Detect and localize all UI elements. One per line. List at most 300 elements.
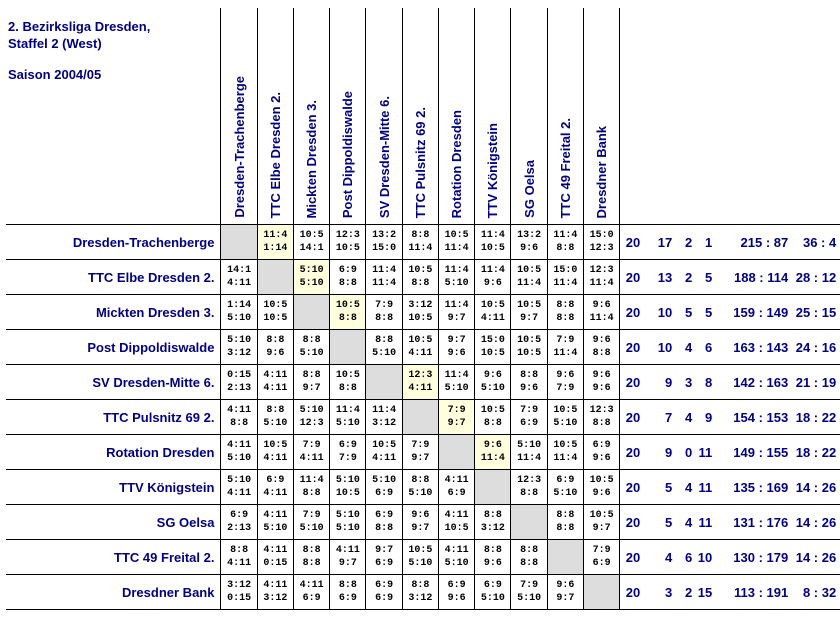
- away-result: 0:15: [227, 593, 252, 604]
- result-cell: [221, 575, 257, 610]
- games-ratio: 142 : 163: [733, 374, 789, 390]
- away-result: 8:8: [520, 488, 539, 499]
- points: 28 : 12: [795, 269, 837, 285]
- home-result: 9:6: [592, 370, 611, 381]
- away-result: 12:3: [299, 418, 324, 429]
- column-header-label: TTC Pulsnitz 69 2.: [412, 106, 428, 218]
- away-result: 5:10: [553, 418, 578, 429]
- draws: 4: [684, 409, 693, 425]
- games-played: 20: [625, 339, 641, 355]
- self-cell: [583, 575, 619, 610]
- draws: 4: [684, 339, 693, 355]
- games-ratio: 135 : 169: [733, 479, 789, 495]
- result-cell: [330, 435, 366, 470]
- result-cell: [293, 400, 329, 435]
- games-played: 20: [625, 269, 641, 285]
- away-result: 1:14: [263, 243, 288, 254]
- points: 36 : 4: [802, 234, 837, 250]
- column-header: [475, 8, 511, 225]
- away-result: 15:0: [372, 243, 397, 254]
- away-result: 4:11: [263, 453, 288, 464]
- self-cell: [293, 295, 329, 330]
- home-result: 8:8: [520, 545, 539, 556]
- away-result: 9:6: [592, 383, 611, 394]
- away-result: 3:12: [480, 523, 505, 534]
- column-header: [547, 8, 583, 225]
- home-result: 3:12: [408, 300, 433, 311]
- result-cell: [511, 295, 547, 330]
- result-cell: [583, 260, 619, 295]
- column-header-label: Mickten Dresden 3.: [304, 99, 320, 218]
- self-cell: [511, 505, 547, 540]
- home-result: 10:5: [553, 440, 578, 451]
- home-result: 3:12: [227, 580, 252, 591]
- home-result: 9:6: [556, 580, 575, 591]
- result-cell: [583, 295, 619, 330]
- away-result: 4:11: [227, 488, 252, 499]
- home-result: 8:8: [338, 580, 357, 591]
- home-result: 10:5: [517, 300, 542, 311]
- away-result: 10:5: [263, 313, 288, 324]
- away-result: 5:10: [227, 313, 252, 324]
- home-result: 6:9: [266, 475, 285, 486]
- wins: 13: [657, 269, 673, 285]
- result-cell: [402, 260, 438, 295]
- home-result: 7:9: [520, 405, 539, 416]
- result-cell: [547, 400, 583, 435]
- home-result: 10:5: [589, 475, 614, 486]
- wins: 4: [664, 549, 673, 565]
- table-row: [6, 540, 840, 575]
- team-name: TTV Königstein: [6, 470, 221, 505]
- away-result: 10:5: [480, 348, 505, 359]
- table-row: [6, 400, 840, 435]
- self-cell: [366, 365, 402, 400]
- away-result: 10:5: [444, 523, 469, 534]
- result-cell: [583, 330, 619, 365]
- home-result: 8:8: [411, 230, 430, 241]
- result-cell: [583, 435, 619, 470]
- away-result: 8:8: [592, 348, 611, 359]
- result-cell: [366, 330, 402, 365]
- away-result: 5:10: [553, 488, 578, 499]
- column-header-label: TTV Königstein: [485, 122, 501, 218]
- result-cell: [511, 400, 547, 435]
- home-result: 4:11: [444, 510, 469, 521]
- column-header: [438, 8, 474, 225]
- away-result: 11:4: [517, 453, 542, 464]
- team-name: TTC 49 Freital 2.: [6, 540, 221, 575]
- home-result: 4:11: [335, 545, 360, 556]
- table-row: [6, 225, 840, 260]
- home-result: 11:4: [480, 230, 505, 241]
- away-result: 5:10: [408, 488, 433, 499]
- games-ratio: 163 : 143: [733, 339, 789, 355]
- column-header: [257, 8, 293, 225]
- games-ratio: 159 : 149: [733, 304, 789, 320]
- team-stats: [620, 470, 840, 505]
- result-cell: [438, 400, 474, 435]
- result-cell: [330, 400, 366, 435]
- away-result: 6:9: [302, 593, 321, 604]
- home-result: 6:9: [556, 475, 575, 486]
- wins: 7: [664, 409, 673, 425]
- result-cell: [438, 505, 474, 540]
- away-result: 4:11: [227, 278, 252, 289]
- home-result: 8:8: [302, 335, 321, 346]
- result-cell: [475, 435, 511, 470]
- result-cell: [511, 470, 547, 505]
- away-result: 9:7: [520, 313, 539, 324]
- points: 24 : 16: [795, 339, 837, 355]
- table-row: [6, 260, 840, 295]
- home-result: 4:11: [444, 545, 469, 556]
- home-result: 8:8: [520, 370, 539, 381]
- home-result: 9:6: [483, 440, 502, 451]
- games-ratio: 215 : 87: [740, 234, 789, 250]
- home-result: 12:3: [335, 230, 360, 241]
- away-result: 5:10: [444, 383, 469, 394]
- result-cell: [402, 295, 438, 330]
- draws: 5: [684, 304, 693, 320]
- away-result: 8:8: [375, 313, 394, 324]
- result-cell: [330, 365, 366, 400]
- draws: 4: [684, 514, 693, 530]
- home-result: 5:10: [227, 475, 252, 486]
- wins: 5: [664, 479, 673, 495]
- away-result: 11:4: [444, 243, 469, 254]
- self-cell: [438, 435, 474, 470]
- result-cell: [221, 330, 257, 365]
- home-result: 4:11: [299, 580, 324, 591]
- home-result: 8:8: [411, 475, 430, 486]
- home-result: 8:8: [302, 370, 321, 381]
- away-result: 9:6: [266, 348, 285, 359]
- away-result: 11:4: [372, 278, 397, 289]
- away-result: 9:7: [592, 523, 611, 534]
- away-result: 9:6: [520, 383, 539, 394]
- result-cell: [475, 365, 511, 400]
- result-cell: [257, 225, 293, 260]
- points: 18 : 22: [795, 444, 837, 460]
- games-played: 20: [625, 549, 641, 565]
- team-stats: [620, 575, 840, 610]
- away-result: 8:8: [338, 313, 357, 324]
- home-result: 6:9: [483, 580, 502, 591]
- away-result: 8:8: [338, 383, 357, 394]
- table-row: [6, 505, 840, 540]
- away-result: 9:6: [592, 453, 611, 464]
- away-result: 14:1: [299, 243, 324, 254]
- away-result: 6:9: [338, 593, 357, 604]
- away-result: 8:8: [302, 488, 321, 499]
- away-result: 11:4: [517, 278, 542, 289]
- away-result: 5:10: [227, 453, 252, 464]
- away-result: 9:7: [556, 593, 575, 604]
- home-result: 5:10: [299, 265, 324, 276]
- result-cell: [402, 505, 438, 540]
- away-result: 5:10: [372, 348, 397, 359]
- result-cell: [221, 295, 257, 330]
- result-cell: [438, 295, 474, 330]
- away-result: 2:13: [227, 523, 252, 534]
- away-result: 6:9: [375, 593, 394, 604]
- losses: 5: [704, 269, 713, 285]
- stats-header: [620, 8, 840, 225]
- home-result: 10:5: [480, 405, 505, 416]
- result-cell: [330, 575, 366, 610]
- away-result: 9:6: [483, 278, 502, 289]
- home-result: 6:9: [375, 580, 394, 591]
- home-result: 5:10: [299, 405, 324, 416]
- result-cell: [547, 435, 583, 470]
- team-stats: [620, 260, 840, 295]
- result-cell: [511, 435, 547, 470]
- away-result: 4:11: [480, 313, 505, 324]
- team-name: SV Dresden-Mitte 6.: [6, 365, 221, 400]
- home-result: 9:6: [483, 370, 502, 381]
- home-result: 6:9: [338, 265, 357, 276]
- away-result: 9:7: [447, 418, 466, 429]
- home-result: 8:8: [266, 405, 285, 416]
- away-result: 2:13: [227, 383, 252, 394]
- games-played: 20: [625, 374, 641, 390]
- away-result: 6:9: [592, 558, 611, 569]
- points: 18 : 22: [795, 409, 837, 425]
- away-result: 9:6: [447, 348, 466, 359]
- home-result: 5:10: [227, 335, 252, 346]
- away-result: 8:8: [483, 418, 502, 429]
- home-result: 6:9: [338, 440, 357, 451]
- column-header: [293, 8, 329, 225]
- home-result: 8:8: [556, 510, 575, 521]
- column-header-label: SG Oelsa: [521, 160, 537, 218]
- home-result: 12:3: [517, 475, 542, 486]
- crosstable: [6, 8, 840, 610]
- home-result: 8:8: [266, 335, 285, 346]
- home-result: 7:9: [520, 580, 539, 591]
- result-cell: [257, 575, 293, 610]
- result-cell: [366, 575, 402, 610]
- team-stats: [620, 365, 840, 400]
- team-stats: [620, 435, 840, 470]
- away-result: 8:8: [375, 523, 394, 534]
- away-result: 5:10: [480, 593, 505, 604]
- away-result: 8:8: [556, 313, 575, 324]
- away-result: 10:5: [408, 313, 433, 324]
- result-cell: [438, 540, 474, 575]
- home-result: 7:9: [302, 440, 321, 451]
- result-cell: [330, 260, 366, 295]
- season-label: Saison 2004/05: [8, 67, 102, 82]
- result-cell: [366, 260, 402, 295]
- games-ratio: 154 : 153: [733, 409, 789, 425]
- result-cell: [475, 505, 511, 540]
- column-header-label: Dresdner Bank: [594, 125, 610, 218]
- result-cell: [257, 470, 293, 505]
- column-header-label: Dresden-Trachenberge: [231, 76, 247, 218]
- games-played: 20: [625, 304, 641, 320]
- home-result: 7:9: [592, 545, 611, 556]
- games-played: 20: [625, 444, 641, 460]
- away-result: 9:6: [592, 488, 611, 499]
- home-result: 8:8: [375, 335, 394, 346]
- league-title: 2. Bezirksliga Dresden,: [8, 19, 151, 34]
- column-header: [511, 8, 547, 225]
- result-cell: [438, 225, 474, 260]
- away-result: 11:4: [589, 278, 614, 289]
- away-result: 5:10: [263, 418, 288, 429]
- result-cell: [511, 260, 547, 295]
- result-cell: [257, 505, 293, 540]
- result-cell: [293, 540, 329, 575]
- games-played: 20: [625, 479, 641, 495]
- team-name: Post Dippoldiswalde: [6, 330, 221, 365]
- result-cell: [511, 225, 547, 260]
- result-cell: [547, 575, 583, 610]
- away-result: 10:5: [517, 348, 542, 359]
- result-cell: [221, 435, 257, 470]
- away-result: 11:4: [589, 313, 614, 324]
- home-result: 11:4: [372, 265, 397, 276]
- home-result: 10:5: [263, 300, 288, 311]
- away-result: 5:10: [335, 523, 360, 534]
- home-result: 10:5: [408, 265, 433, 276]
- self-cell: [402, 400, 438, 435]
- result-cell: [293, 505, 329, 540]
- games-played: 20: [625, 409, 641, 425]
- table-row: [6, 365, 840, 400]
- home-result: 5:10: [335, 475, 360, 486]
- home-result: 12:3: [589, 405, 614, 416]
- result-cell: [257, 400, 293, 435]
- column-header: [366, 8, 402, 225]
- wins: 17: [657, 234, 673, 250]
- home-result: 10:5: [299, 230, 324, 241]
- losses: 5: [704, 304, 713, 320]
- result-cell: [293, 260, 329, 295]
- result-cell: [583, 225, 619, 260]
- away-result: 10:5: [335, 243, 360, 254]
- home-result: 8:8: [483, 510, 502, 521]
- losses: 9: [704, 409, 713, 425]
- draws: 3: [684, 374, 693, 390]
- result-cell: [438, 330, 474, 365]
- home-result: 5:10: [372, 475, 397, 486]
- result-cell: [547, 260, 583, 295]
- away-result: 8:8: [556, 243, 575, 254]
- home-result: 10:5: [553, 405, 578, 416]
- home-result: 11:4: [480, 265, 505, 276]
- home-result: 6:9: [230, 510, 249, 521]
- away-result: 5:10: [517, 593, 542, 604]
- home-result: 14:1: [227, 265, 252, 276]
- losses: 1: [704, 234, 713, 250]
- away-result: 6:9: [520, 418, 539, 429]
- away-result: 8:8: [230, 418, 249, 429]
- wins: 3: [664, 584, 673, 600]
- away-result: 9:7: [302, 383, 321, 394]
- corner-cell: [6, 8, 221, 225]
- result-cell: [547, 295, 583, 330]
- result-cell: [475, 225, 511, 260]
- home-result: 9:7: [375, 545, 394, 556]
- away-result: 8:8: [411, 278, 430, 289]
- home-result: 10:5: [335, 370, 360, 381]
- column-header: [330, 8, 366, 225]
- result-cell: [257, 330, 293, 365]
- home-result: 11:4: [335, 405, 360, 416]
- table-row: [6, 330, 840, 365]
- away-result: 10:5: [480, 243, 505, 254]
- home-result: 0:15: [227, 370, 252, 381]
- losses: 11: [698, 479, 713, 495]
- away-result: 9:6: [447, 593, 466, 604]
- away-result: 0:15: [263, 558, 288, 569]
- home-result: 4:11: [263, 545, 288, 556]
- wins: 10: [657, 339, 673, 355]
- away-result: 9:7: [338, 558, 357, 569]
- result-cell: [293, 575, 329, 610]
- away-result: 5:10: [480, 383, 505, 394]
- league-group: Staffel 2 (West): [8, 36, 102, 51]
- table-row: [6, 435, 840, 470]
- result-cell: [583, 540, 619, 575]
- away-result: 5:10: [299, 348, 324, 359]
- result-cell: [330, 225, 366, 260]
- result-cell: [583, 470, 619, 505]
- away-result: 4:11: [299, 453, 324, 464]
- home-result: 9:6: [592, 335, 611, 346]
- table-row: [6, 295, 840, 330]
- away-result: 4:11: [408, 348, 433, 359]
- wins: 5: [664, 514, 673, 530]
- draws: 2: [684, 584, 693, 600]
- away-result: 5:10: [335, 418, 360, 429]
- away-result: 8:8: [592, 418, 611, 429]
- games-played: 20: [625, 234, 641, 250]
- result-cell: [330, 505, 366, 540]
- team-name: Dresden-Trachenberge: [6, 225, 221, 260]
- result-cell: [547, 330, 583, 365]
- home-result: 8:8: [483, 545, 502, 556]
- result-cell: [330, 295, 366, 330]
- column-header-label: Post Dippoldiswalde: [340, 90, 356, 218]
- away-result: 6:9: [447, 488, 466, 499]
- home-result: 10:5: [444, 230, 469, 241]
- away-result: 5:10: [444, 558, 469, 569]
- away-result: 9:6: [483, 558, 502, 569]
- home-result: 4:11: [263, 580, 288, 591]
- result-cell: [402, 365, 438, 400]
- home-result: 4:11: [444, 475, 469, 486]
- away-result: 11:4: [553, 348, 578, 359]
- away-result: 11:4: [553, 453, 578, 464]
- result-cell: [475, 260, 511, 295]
- home-result: 10:5: [263, 440, 288, 451]
- games-ratio: 130 : 179: [733, 549, 789, 565]
- away-result: 7:9: [338, 453, 357, 464]
- result-cell: [438, 365, 474, 400]
- home-result: 4:11: [263, 370, 288, 381]
- away-result: 3:12: [263, 593, 288, 604]
- result-cell: [402, 225, 438, 260]
- result-cell: [547, 365, 583, 400]
- home-result: 7:9: [302, 510, 321, 521]
- result-cell: [547, 505, 583, 540]
- wins: 9: [664, 444, 673, 460]
- home-result: 6:9: [375, 510, 394, 521]
